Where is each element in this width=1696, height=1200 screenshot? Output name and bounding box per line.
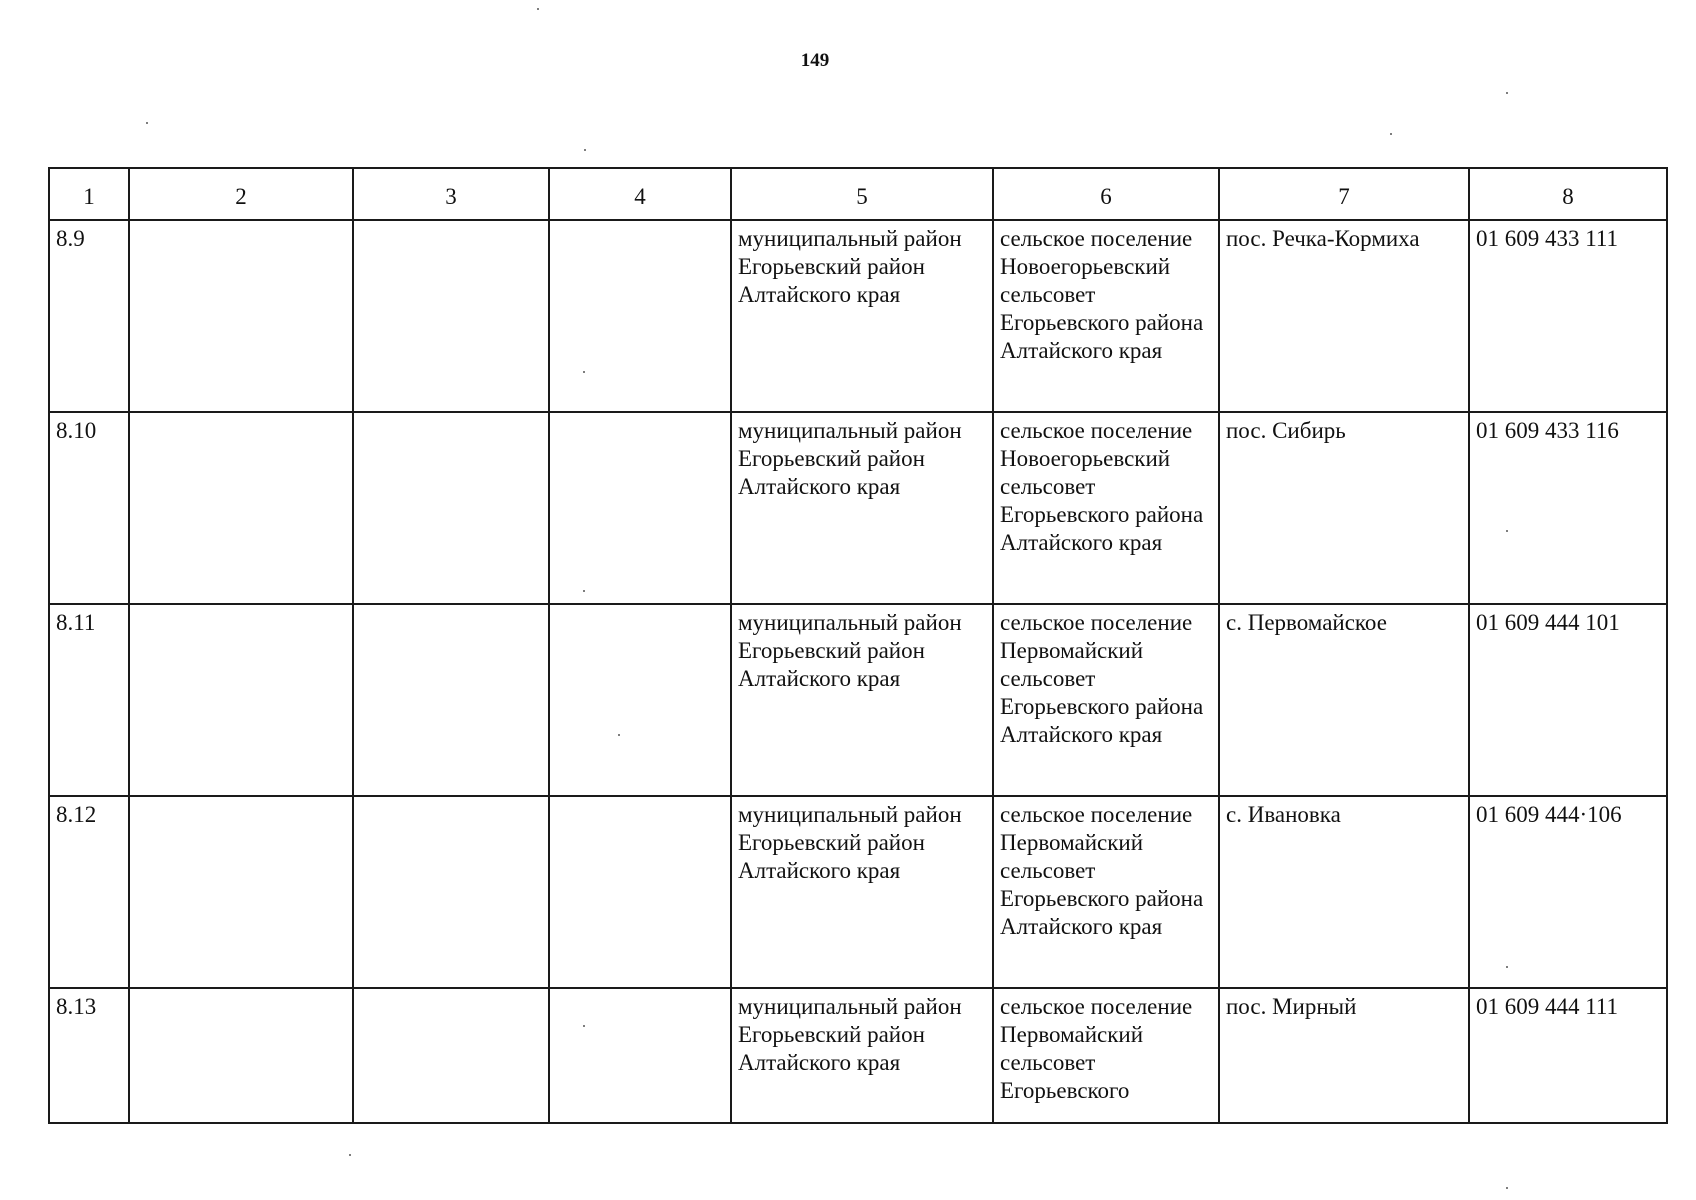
table-row — [49, 412, 1667, 604]
scan-speck — [584, 149, 586, 151]
locality-cell: пос. Сибирь — [1219, 412, 1469, 604]
table-row — [49, 604, 1667, 796]
row-number-cell: 8.10 — [49, 412, 129, 604]
column-header-8: 8 — [1469, 168, 1667, 220]
settlement-cell: сельское поселение Новоегорьевский сельсовет Егорьевского района Алтайского края — [993, 412, 1219, 604]
table-row — [49, 796, 1667, 988]
scan-speck — [1506, 92, 1508, 94]
cell-col-2 — [129, 412, 353, 604]
district-cell: муниципальный район Егорьевский район Алтайского края — [731, 604, 993, 796]
cell-col-4 — [549, 220, 731, 412]
table-row — [49, 220, 1667, 412]
column-header-4: 4 — [549, 168, 731, 220]
column-header-2: 2 — [129, 168, 353, 220]
scan-speck — [349, 1154, 351, 1156]
scan-speck — [583, 1025, 585, 1027]
cell-col-2 — [129, 988, 353, 1123]
oktmo-code-cell: 01 609 433 116 — [1469, 412, 1667, 604]
table-row — [49, 988, 1667, 1123]
cell-col-2 — [129, 796, 353, 988]
district-cell: муниципальный район Егорьевский район Алтайского края — [731, 220, 993, 412]
settlement-cell: сельское поселение Новоегорьевский сельсовет Егорьевского района Алтайского края — [993, 220, 1219, 412]
oktmo-code-cell: 01 609 433 111 — [1469, 220, 1667, 412]
column-header-7: 7 — [1219, 168, 1469, 220]
header-row — [49, 168, 1667, 220]
settlement-cell: сельское поселение Первомайский сельсовет Егорьевского района Алтайского края — [993, 796, 1219, 988]
settlement-cell: сельское поселение Первомайский сельсовет Егорьевского района Алтайского края — [993, 604, 1219, 796]
row-number-cell: 8.13 — [49, 988, 129, 1123]
locality-cell: пос. Мирный — [1219, 988, 1469, 1123]
column-header-3: 3 — [353, 168, 549, 220]
row-number-cell: 8.9 — [49, 220, 129, 412]
cell-col-3 — [353, 796, 549, 988]
district-cell: муниципальный район Егорьевский район Алтайского края — [731, 796, 993, 988]
locality-cell: с. Ивановка — [1219, 796, 1469, 988]
settlement-cell: сельское поселение Первомайский сельсовет Егорьевского — [993, 988, 1219, 1123]
district-cell: муниципальный район Егорьевский район Алтайского края — [731, 988, 993, 1123]
column-header-5: 5 — [731, 168, 993, 220]
cell-col-4 — [549, 796, 731, 988]
cell-col-2 — [129, 604, 353, 796]
cell-col-4 — [549, 604, 731, 796]
locality-cell: пос. Речка-Кормиха — [1219, 220, 1469, 412]
cell-col-3 — [353, 988, 549, 1123]
register-table — [48, 167, 1668, 1124]
oktmo-code-cell: 01 609 444 111 — [1469, 988, 1667, 1123]
row-number-cell: 8.12 — [49, 796, 129, 988]
cell-col-4 — [549, 412, 731, 604]
scan-speck — [583, 590, 585, 592]
page-number: 149 — [800, 50, 830, 71]
cell-col-3 — [353, 220, 549, 412]
row-number-cell: 8.11 — [49, 604, 129, 796]
scan-speck — [537, 8, 539, 10]
cell-col-2 — [129, 220, 353, 412]
cell-col-3 — [353, 604, 549, 796]
district-cell: муниципальный район Егорьевский район Алтайского края — [731, 412, 993, 604]
scan-speck — [1506, 1187, 1508, 1189]
scan-speck — [618, 734, 620, 736]
column-header-1: 1 — [49, 168, 129, 220]
scan-speck — [146, 122, 148, 124]
scan-speck — [1506, 966, 1508, 968]
cell-col-4 — [549, 988, 731, 1123]
locality-cell: с. Первомайское — [1219, 604, 1469, 796]
oktmo-code-cell: 01 609 444 101 — [1469, 604, 1667, 796]
scan-speck — [1506, 530, 1508, 532]
column-header-6: 6 — [993, 168, 1219, 220]
scan-speck — [1390, 133, 1392, 135]
oktmo-code-cell: 01 609 444·106 — [1469, 796, 1667, 988]
scan-speck — [583, 371, 585, 373]
cell-col-3 — [353, 412, 549, 604]
